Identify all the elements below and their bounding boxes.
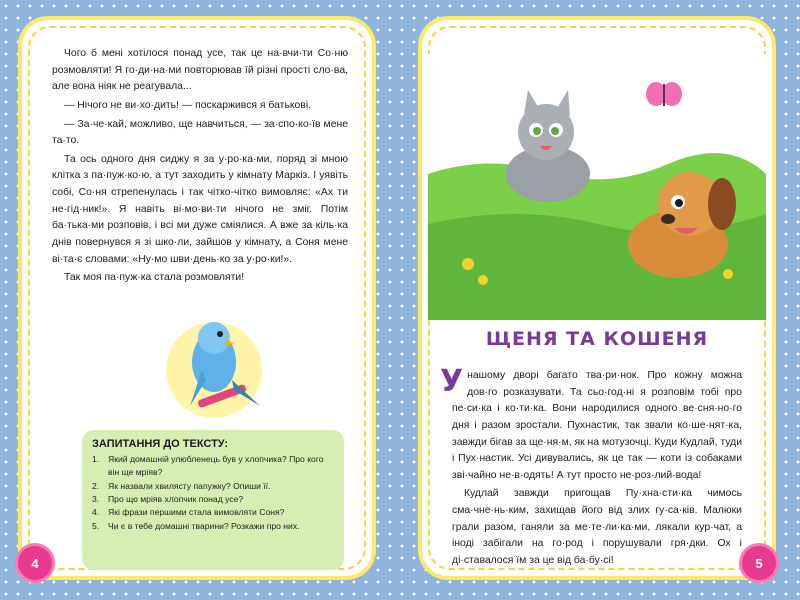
kitten-puppy-illustration [428,54,766,320]
right-page [422,20,772,576]
left-page [22,20,372,576]
question-item [92,480,334,493]
question-text: Які фрази першими стала вимовляти Соня? [108,507,285,518]
question-number: 4. [92,507,100,518]
question-text: Про що мріяв хлопчик понад усе? [108,493,244,504]
paragraph: Та ось одного дня сиджу я за у·ро·ка·ми, поряд зі мною клітка з па·пуж·ко·ю, а тут заходить у кімнату Маркіз. І уявіть собі, Со·ня стрепенулась і так чітко-чітко вимовляє: «Ах ти не·гід·ник!». Я навіть ві·мо·ви·ти нічого не зміг. Потім ба·тька·ми розповів, і всі ми дуже сміялися. А вже за кіль·ка днів повернувся я зі шко·ли, зайшов у кімнату, а Соня мене ві·та·є словами: «Ну·мо шви·день·ко за у·ро·ки!». [52,153,348,265]
question-text: Який домашній улюбленець був у хлопчика? Про кого він ще мріяв? [108,454,324,478]
parrot-illustration [142,310,292,430]
paragraph: Кудлай завжди пригощав Пу·хна·сти·ка чимось сма·чне·нь·ким, захищав його від злих гу·са·ків. Малюки грали разом, ганяли за ме·те·ли·ка·ми, лякали кур·чат, а іноді забігали на го·род і порушували гря·дки. Ох і ді·ставалося їм за це від ба·бу·сі! [452,488,742,567]
question-number: 5. [92,520,100,531]
paragraph: Так моя па·пуж·ка стала розмовляти! [64,272,245,284]
question-item [92,493,334,506]
paragraph: — Нічого не ви·хо·дить! — поскаржився я батькові. [64,99,312,111]
question-number: 1. [92,454,100,464]
question-text: Як назвали хвилясту папужку? Опиши її. [108,480,271,491]
question-number: 3. [92,493,100,504]
paragraph: нашому дворі багато тва·ри·нок. Про кожну можна дов·го розказувати. Та сьо·год·ні я розповім тобі про пе·си·ка і ко·ти·ка. Вони народилися одного ве·сня·но·го дня і разом зростали. Пухнастик, так звали ко·ше·нят·ка, завжди бігав за ще·ня·м, як на мотузочці. Куди Кудлай, туди і Пух·настик. Усі дивувались, як це так — коти із собаками зві·чайно не·в·одять! А тут просто не·роз·лий·вода! [452,370,743,481]
story-text-left [52,46,348,289]
paragraph: Чого б мені хотілося понад усе, так це на·вчи·ти Со·ню розмовляти! Я го·ди·на·ми повторював їй різні прості сло·ва, але вона ніяк не реагувала... [52,48,348,93]
butterfly-icon [646,82,682,106]
story-title: ЩЕНЯ ТА КОШЕНЯ [485,328,709,350]
questions-title: ЗАПИТАННЯ ДО ТЕКСТУ: [92,438,229,450]
page-number: 4 [18,546,52,580]
question-item [92,520,334,533]
questions-list [92,453,334,533]
question-number: 2. [92,480,100,491]
page-number: 5 [742,546,776,580]
story-text-right [440,364,743,572]
questions-box [82,430,344,570]
question-item [92,453,334,480]
question-item [92,506,334,519]
drop-cap: У [440,364,464,399]
paragraph: — За·че·кай, можливо, ще навчиться, — за·спо·ко·їв мене та·то. [52,118,348,147]
question-text: Чи є в тебе домашні тварини? Розкажи про них. [108,520,300,531]
